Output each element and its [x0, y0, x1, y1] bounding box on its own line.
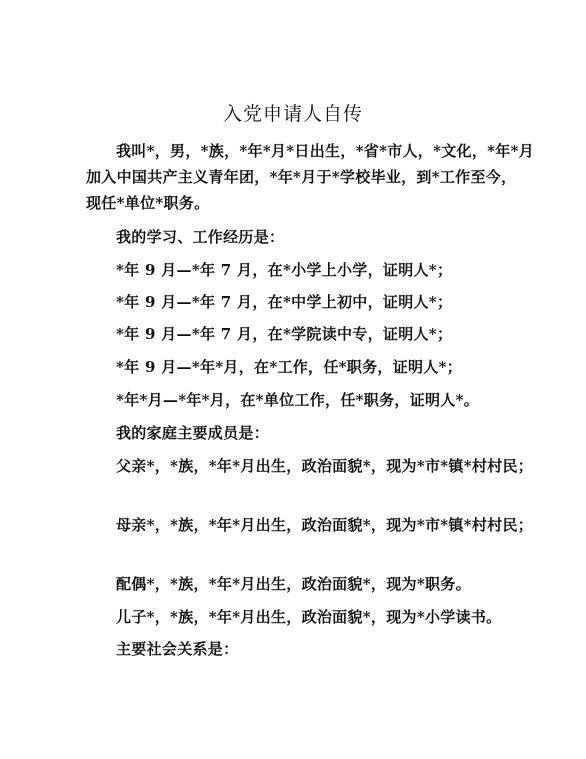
experience-item: *年*月—*年*月，在*单位工作，任*职务，证明人*。 [116, 391, 480, 409]
intro-line-2: 加入中国共产主义青年团，*年*月于*学校毕业，到*工作至今， [86, 168, 517, 186]
experience-item: *年 9 月—*年 7 月，在*中学上初中，证明人*； [116, 293, 453, 311]
family-member-mother: 母亲*，*族，*年*月出生，政治面貌*，现为*市*镇*村村民； [116, 516, 534, 534]
family-heading: 我的家庭主要成员是： [116, 424, 270, 442]
social-relations-heading: 主要社会关系是： [116, 640, 239, 658]
family-member-son: 儿子*，*族，*年*月出生，政治面貌*，现为*小学读书。 [116, 608, 502, 626]
family-member-father: 父亲*，*族，*年*月出生，政治面貌*，现为*市*镇*村村民； [116, 457, 534, 475]
document-title: 入党申请人自传 [222, 103, 363, 125]
intro-line-3: 现任*单位*职务。 [86, 194, 210, 212]
family-member-spouse: 配偶*，*族，*年*月出生，政治面貌*，现为*职务。 [116, 575, 471, 593]
intro-line-1: 我叫*，男，*族，*年*月*日出生，*省*市人，*文化，*年*月 [116, 142, 535, 160]
experience-item: *年 9 月—*年*月，在*工作，任*职务，证明人*； [116, 358, 463, 376]
experience-item: *年 9 月—*年 7 月，在*小学上小学，证明人*； [116, 261, 453, 279]
experience-heading: 我的学习、工作经历是： [116, 228, 285, 246]
experience-item: *年 9 月—*年 7 月，在*学院读中专，证明人*； [116, 325, 453, 343]
